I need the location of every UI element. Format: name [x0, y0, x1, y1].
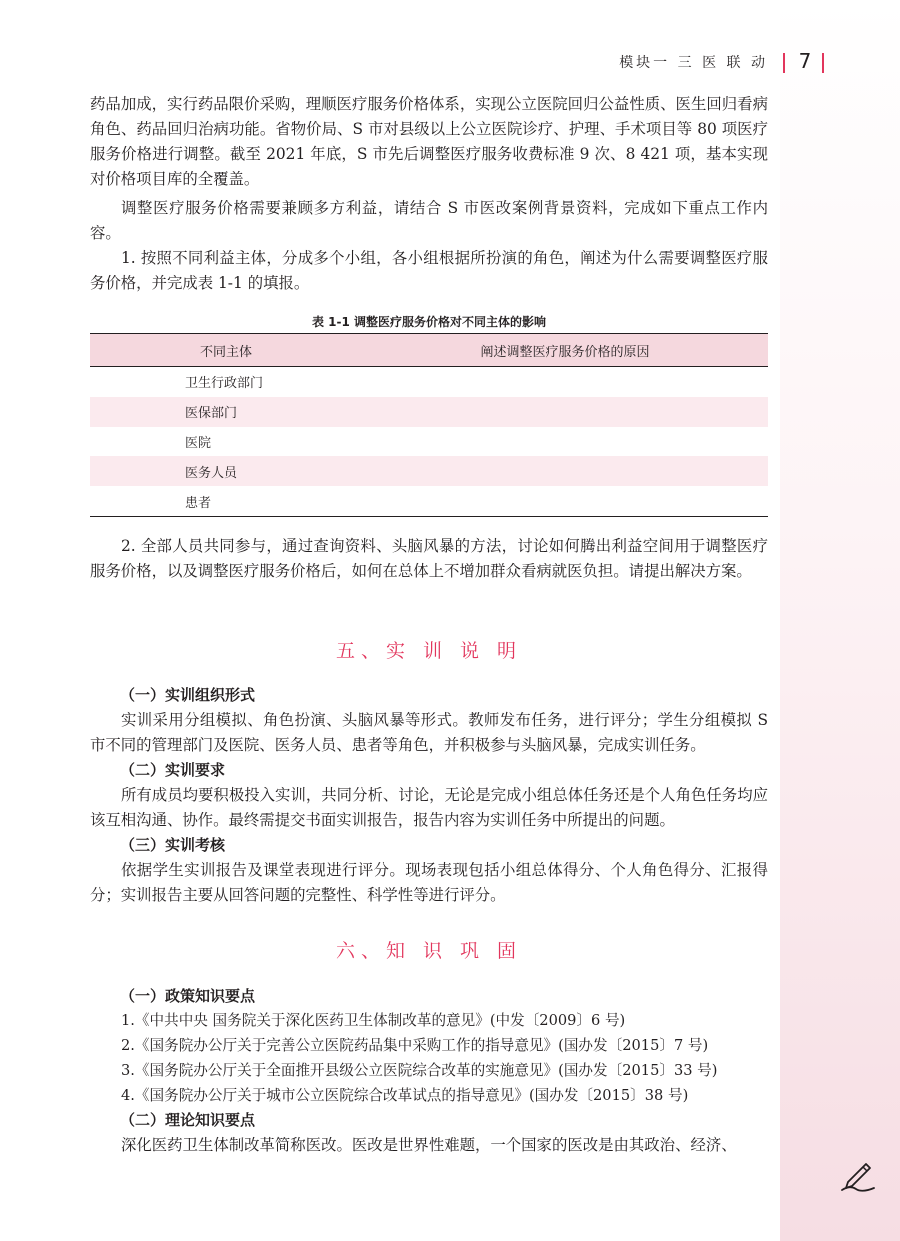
- row-reason[interactable]: [362, 367, 768, 397]
- row-reason[interactable]: [362, 427, 768, 457]
- row-subject: 医务人员: [90, 456, 362, 486]
- policy-item: 2.《国务院办公厅关于完善公立医院药品集中采购工作的指导意见》(国办发〔2015〕7 号): [121, 1037, 709, 1054]
- row-subject: 医院: [185, 435, 212, 451]
- req-heading: （二）实训要求: [120, 761, 226, 779]
- theory-heading: （二）理论知识要点: [120, 1111, 256, 1129]
- header-bar-left: [783, 53, 785, 73]
- theory-text: 深化医药卫生体制改革简称医改。医改是世界性难题，一个国家的医改是由其政治、经济、: [121, 1136, 737, 1154]
- row-subject: 患者: [90, 486, 362, 516]
- module-title: 模块一 三 医 联 动: [619, 55, 768, 71]
- policy-item: 1.《中共中央 国务院关于深化医药卫生体制改革的意见》(中发〔2009〕6 号): [121, 1012, 626, 1029]
- policy-item: 4.《国务院办公厅关于城市公立医院综合改革试点的指导意见》(国办发〔2015〕38 号): [121, 1087, 689, 1104]
- assess-heading: （三）实训考核: [120, 836, 226, 854]
- task-intro: 调整医疗服务价格需要兼顾多方利益，请结合 S 市医改案例背景资料，完成如下重点工作内容。: [90, 199, 768, 242]
- influence-table: [90, 333, 768, 517]
- header-bar-right: [822, 53, 824, 73]
- task-1: 1. 按照不同利益主体，分成多个小组，各小组根据所扮演的角色，阐述为什么需要调整医疗服务价格，并完成表 1-1 的填报。: [90, 249, 768, 292]
- section5-title: 五、实 训 说 明: [335, 640, 523, 662]
- row-reason[interactable]: [362, 397, 768, 427]
- table-row: [90, 486, 768, 516]
- req-text: 所有成员均要积极投入实训，共同分析、讨论，无论是完成小组总体任务还是个人角色任务均应该互相沟通、协作。最终需提交书面实训报告，报告内容为实训任务中所提出的问题。: [90, 786, 768, 829]
- table-header-reason: 阐述调整医疗服务价格的原因: [362, 334, 768, 367]
- row-reason[interactable]: [362, 456, 768, 486]
- intro-paragraph: 药品加成，实行药品限价采购，理顺医疗服务价格体系，实现公立医院回归公益性质、医生回归看病角色、药品回归治病功能。省物价局、S 市对县级以上公立医院诊疗、护理、手术项目等 80 项医疗服务价格进行调整。截至 2021 年底，S 市先后调整医疗服务收费标准 9 次、8 421 项，基本实现对价格项目库的全覆盖。: [90, 95, 768, 188]
- policy-item: 3.《国务院办公厅关于全面推开县级公立医院综合改革的实施意见》(国办发〔2015〕33 号): [121, 1062, 718, 1079]
- table-caption: 表 1-1 调整医疗服务价格对不同主体的影响: [311, 315, 547, 329]
- section6-title: 六、知 识 巩 固: [335, 940, 523, 962]
- side-decoration: [780, 0, 900, 1241]
- page-number: 7: [798, 49, 812, 73]
- assess-text: 依据学生实训报告及课堂表现进行评分。现场表现包括小组总体得分、个人角色得分、汇报得分；实训报告主要从回答问题的完整性、科学性等进行评分。: [90, 861, 768, 904]
- table-row: [90, 367, 768, 397]
- table-row: [90, 397, 768, 427]
- row-reason[interactable]: [362, 486, 768, 516]
- table-row: [90, 427, 768, 457]
- table-header-subject: 不同主体: [90, 334, 362, 367]
- org-text: 实训采用分组模拟、角色扮演、头脑风暴等形式。教师发布任务，进行评分；学生分组模拟 S 市不同的管理部门及医院、医务人员、患者等角色，并积极参与头脑风暴，完成实训任务。: [90, 711, 768, 754]
- task-2: 2. 全部人员共同参与，通过查询资料、头脑风暴的方法，讨论如何腾出利益空间用于调整医疗服务价格，以及调整医疗服务价格后，如何在总体上不增加群众看病就医负担。请提出解决方案。: [90, 537, 768, 580]
- row-subject: 医保部门: [90, 397, 362, 427]
- org-heading: （一）实训组织形式: [120, 686, 256, 704]
- running-header: [0, 49, 900, 76]
- policy-heading: （一）政策知识要点: [120, 987, 256, 1005]
- row-subject: 卫生行政部门: [185, 376, 264, 392]
- table-row: [90, 456, 768, 486]
- pen-writing-icon: [838, 1158, 880, 1194]
